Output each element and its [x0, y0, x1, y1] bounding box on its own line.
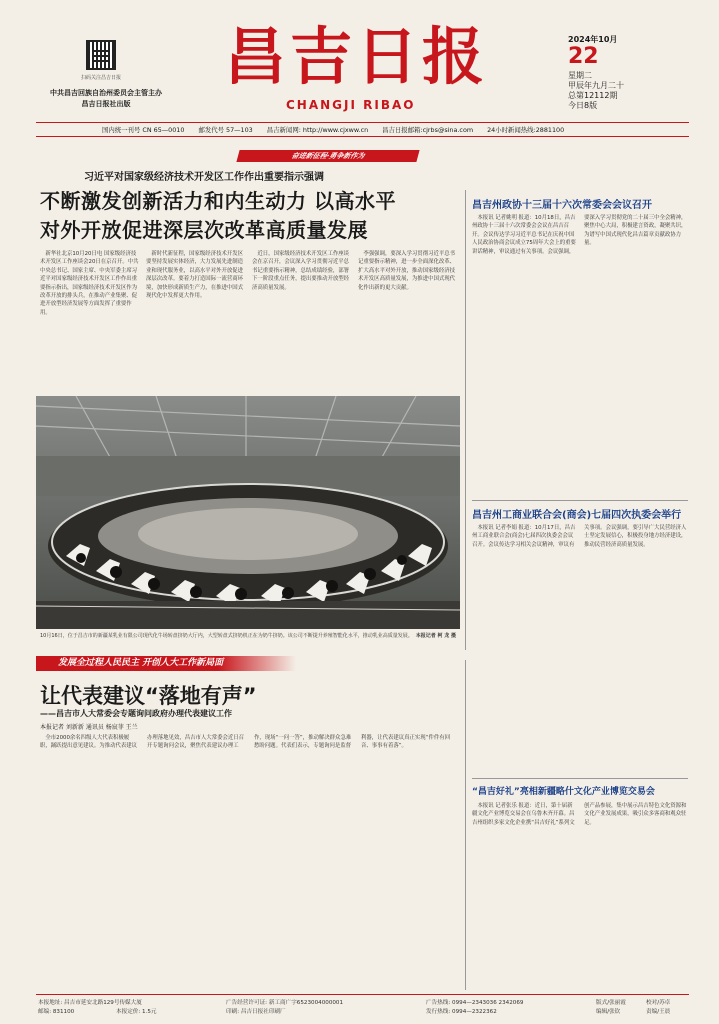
footer-ad-license: 广告经营许可证: 新工商广字6523004000001 [226, 1000, 344, 1006]
qr-label: 扫码关注昌吉日报 [80, 75, 121, 81]
weekday: 星期二 [568, 71, 592, 80]
email-link[interactable]: 昌吉日报邮箱:cjrbs@sina.com [382, 126, 474, 134]
newspaper-logo[interactable]: 昌吉日报 [224, 20, 489, 93]
lead-photo[interactable] [36, 396, 460, 629]
page-count: 今日8版 [568, 101, 598, 110]
right-text-1: 本报讯 记者姚明 报道：10月18日，昌吉州政协十三届十六次常委会会议在昌吉召开。会议传达学习习近平总书记在庆祝中国人民政治协商会议成立75周年大会上的重要讲话精神，审议通过有关事项。会议强调，要深入学习贯彻党的二十届三中全会精神，聚焦中心大局，积极建言资政，凝聚共识，为谱写中国式现代化昌吉篇章贡献政协力量。 [472, 215, 687, 255]
lunar-date: 甲辰年九月二十 [568, 81, 624, 90]
info-bar [36, 122, 689, 137]
footer-editor: 编辑/张钦 [596, 1009, 621, 1015]
footer-price: 本报定价: 1.5元 [116, 1009, 157, 1015]
right-article-1 [472, 214, 688, 496]
footer [36, 994, 689, 1017]
column-divider [465, 190, 466, 650]
second-subtitle: ——昌吉市人大常委会专题询问政府办理代表建议工作 [40, 709, 232, 718]
hotline: 24小时新闻热线:2881100 [487, 126, 565, 134]
photo-credit: 本报记者 柯 龙 摄 [415, 633, 456, 639]
right-headline-3[interactable]: “昌吉好礼”亮相新疆略什文化产业博览交易会 [472, 787, 655, 797]
qr-code[interactable] [86, 40, 116, 70]
lead-text-2: 新时代新征程，国家级经济技术开发区要坚持发展实体经济，大力发展先进制造业和现代服务业，以高水平对外开放促进深层次改革。要着力打造国际一流营商环境，加快形成新质生产力，在推进中国式现代化中发挥更大作用。 [146, 251, 244, 300]
lead-column-1 [40, 250, 140, 390]
divider [472, 500, 688, 501]
right-text-3: 本报讯 记者张乐 报道：近日，第十届新疆文化产业博览交易会在乌鲁木齐开幕。昌吉州组织多家文化企业携“昌吉好礼”系列文创产品参展，集中展示昌吉特色文化资源和文化产业发展成果，吸引众多客商和观众驻足。 [472, 803, 687, 826]
lead-column-4 [358, 250, 458, 390]
website-link[interactable]: 昌吉新闻网: http://www.cjxww.cn [266, 126, 369, 134]
right-headline-1[interactable]: 昌吉州政协十三届十六次常委会会议召开 [472, 200, 652, 211]
lead-column-3 [252, 250, 352, 390]
second-headline[interactable]: 让代表建议“落地有声” [40, 684, 257, 708]
lead-text-4: 李强强调，要深入学习贯彻习近平总书记重要指示精神，进一步全面深化改革、扩大高水平对外开放，推动国家级经济技术开发区高质量发展，为推进中国式现代化作出新的更大贡献。 [358, 251, 456, 291]
date-month: 2024年10月 [568, 35, 618, 44]
column-divider [465, 660, 466, 990]
lead-text-3: 近日，国家级经济技术开发区工作座谈会在京召开，会议深入学习贯彻习近平总书记重要指示精神，总结成绩经验，部署下一阶段重点任务，提出要推动开放型经济高质量发展。 [252, 251, 350, 291]
section-banner-mid: 发展全过程人民民主 开创人大工作新局面 [36, 656, 296, 671]
second-text: 全市2000余名四级人大代表积极履职，踊跃提出意见建议。为推动代表建议办理落地见效，昌吉市人大常委会近日召开专题询问会议，聚焦代表建议办理工作，现场“一问一答”，推动解决群众急难愁盼问题。代表们表示，专题询问是监督利器，让代表建议真正实现“件件有回音、事事有着落”。 [40, 735, 451, 750]
host-text: 中共昌吉回族自治州委员会主管主办 [50, 89, 162, 97]
second-article [40, 734, 460, 990]
right-article-3 [472, 802, 688, 990]
caption-text: 10月16日，位于昌吉市的新疆某乳业有限公司现代化牛场转盘挤奶大厅内，大型转盘式挤奶机正在为奶牛挤奶。该公司不断提升养殖智能化水平，推动乳业高质量发展。 [40, 633, 413, 639]
section-banner-top: 奋进新征程·勇争新作为 [236, 150, 419, 162]
right-headline-2[interactable]: 昌吉州工商业联合会(商会)七届四次执委会举行 [472, 510, 682, 521]
divider [472, 778, 688, 779]
footer-proofreader: 校对/苏卓 [646, 1000, 671, 1006]
second-byline: 本报记者 刘新新 通讯员 杨宸菲 王兰 [40, 724, 138, 731]
photo-caption [40, 632, 456, 640]
right-text-2: 本报讯 记者李娟 报道：10月17日，昌吉州工商业联合会(商会)七届四次执委会会议召开。会议传达学习相关会议精神，审议有关事项。会议强调，要引导广大民营经济人士坚定发展信心，积极投身地方经济建设，推动民营经济高质量发展。 [472, 525, 687, 548]
footer-address: 本报地址: 昌吉市延安北路129号传媒大厦 [38, 1000, 142, 1006]
post-code: 邮发代号 57—103 [198, 126, 253, 134]
footer-printer: 印刷: 昌吉日报社印刷厂 [226, 1009, 286, 1015]
footer-chief-editor: 责编/王晨 [646, 1009, 671, 1015]
footer-zip: 邮编: 831100 [38, 1009, 75, 1015]
lead-column-2 [146, 250, 246, 390]
lead-text-1: 新华社北京10月20日电 国家级经济技术开发区工作座谈会20日在京召开。中共中央总书记、国家主席、中央军委主席习近平对国家级经济技术开发区工作作出重要指示指出，国家级经济技术开发区作为改革开放的排头兵，在推动产业集聚、促进开放型经济发展等方面发挥了重要作用。 [40, 251, 139, 316]
cn-number: 国内统一刊号 CN 65—0010 [102, 126, 185, 134]
publisher-text: 昌吉日报社出版 [81, 100, 131, 108]
lead-headline-line1[interactable]: 不断激发创新活力和内生动力 以高水平 [40, 189, 396, 213]
right-article-2 [472, 524, 688, 774]
lead-kicker: 习近平对国家级经济技术开发区工作作出重要指示强调 [84, 172, 324, 183]
issue-number: 总第12112期 [568, 91, 618, 100]
footer-layout-editor: 版式/张丽霞 [596, 1000, 626, 1006]
date-day: 22 [568, 44, 599, 69]
footer-distribution-phone: 发行热线: 0994—2322362 [426, 1009, 497, 1015]
newspaper-pinyin: CHANGJI RIBAO [286, 98, 416, 112]
milking-parlor-photo [36, 396, 460, 629]
footer-ad-phone: 广告热线: 0994—2343036 2342069 [426, 1000, 524, 1006]
lead-headline-line2[interactable]: 对外开放促进深层次改革高质量发展 [40, 218, 368, 242]
